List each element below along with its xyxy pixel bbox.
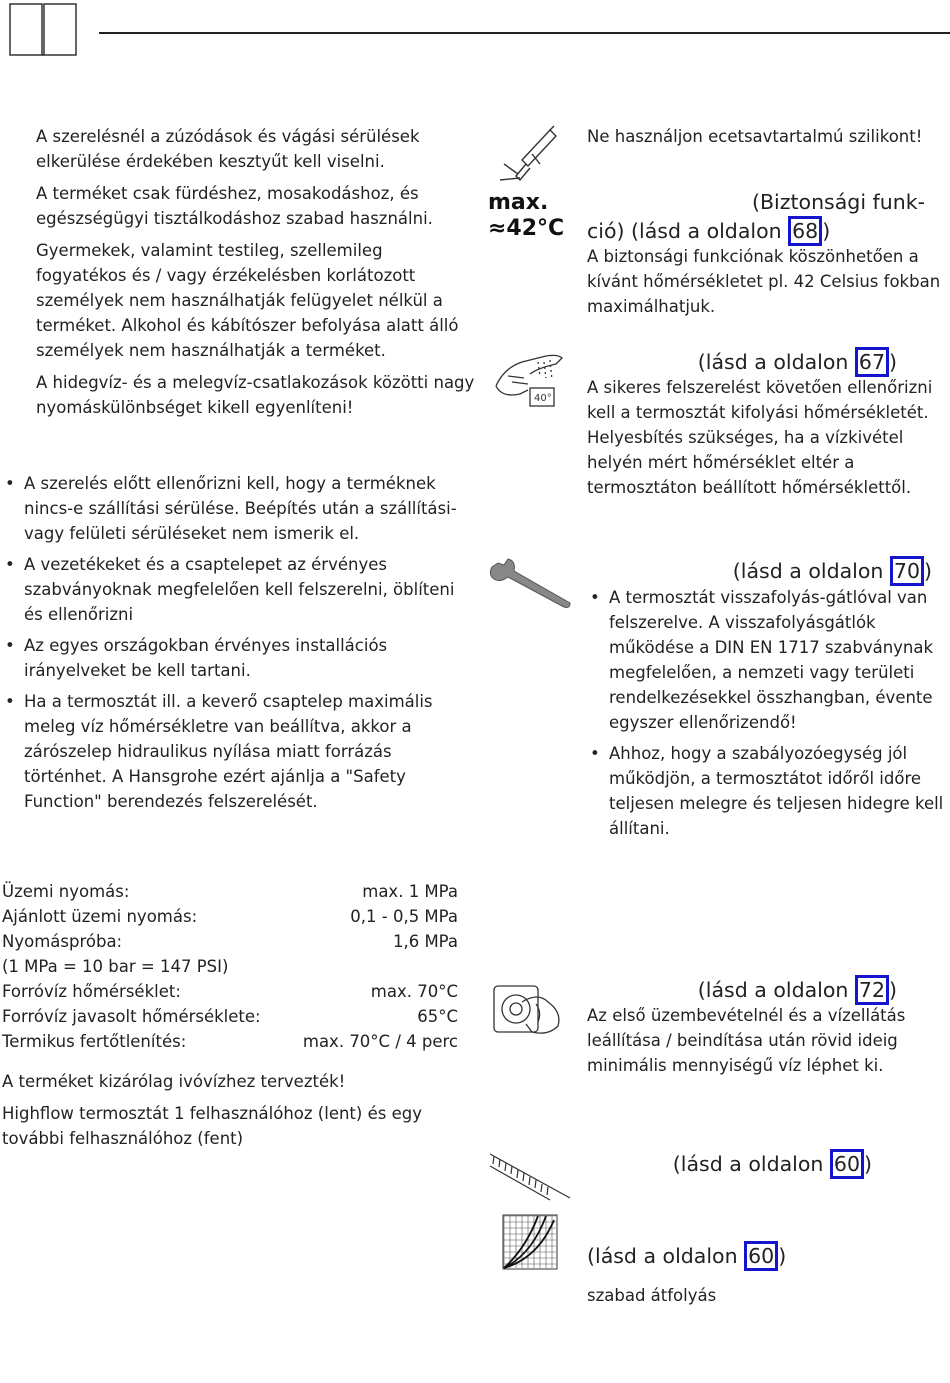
spec-row: Forróvíz javasolt hőmérséklete: 65°C <box>2 1007 458 1026</box>
spec-row: Nyomáspróba: 1,6 MPa <box>2 932 458 951</box>
manual-book-icon <box>8 2 80 58</box>
cleaning-heading: (lásd a oldalon 72 ) <box>587 975 897 1005</box>
spec-row: Termikus fertőtlenítés: max. 70°C / 4 perc <box>2 1032 458 1051</box>
safety-paragraph: A hidegvíz- és a melegvíz-csatlakozások közötti nagy nyomáskülönbséget kikell egyenlíteni! <box>36 373 475 417</box>
list-item: • A vezetékeket és a csaptelepet az érvényes szabványoknak megfelelően kell felszerelni, öblíteni és ellenőrizni <box>2 552 468 627</box>
safety-paragraph: A szerelésnél a zúzódások és vágási sérülések elkerülése érdekében kesztyűt kell viselni. <box>36 127 420 171</box>
page-link-60-dimensions[interactable]: 60 <box>830 1149 864 1179</box>
page-link-60-flow[interactable]: 60 <box>744 1241 778 1271</box>
calibration-thermometer-icon <box>494 348 566 410</box>
calibration-heading: (lásd a oldalon 67 ) <box>587 347 897 377</box>
highflow-note: Highflow termosztát 1 felhasználóhoz (lent) és egy további felhasználóhoz (fent) <box>2 1104 422 1148</box>
safety-function-text: A biztonsági funkciónak köszönhetően a kívánt hőmérsékletet pl. 42 Celsius fokban maximálhatjuk. <box>587 247 941 316</box>
list-item: • A szerelés előtt ellenőrizni kell, hogy a terméknek nincs-e szállítási sérülése. Beépítés után a szállítási- vagy felületi sérüléseket nem ismerik el. <box>2 471 468 546</box>
service-bullet-list <box>587 585 947 847</box>
free-flow-label: szabad átfolyás <box>587 1286 717 1305</box>
spec-row: Üzemi nyomás: max. 1 MPa <box>2 882 458 901</box>
spec-row: Ajánlott üzemi nyomás: 0,1 - 0,5 MPa <box>2 907 458 926</box>
temp-limit-label: ≈42°C <box>488 216 565 241</box>
silicone-gun-icon <box>496 124 560 186</box>
list-item: • Az egyes országokban érvényes installációs irányelveket be kell tartani. <box>2 633 468 683</box>
header-rule <box>99 32 950 34</box>
drinking-water-note: A terméket kizárólag ivóvízhez tervezték! <box>2 1072 346 1091</box>
display-temp: 40° <box>534 393 552 404</box>
list-item: • Ha a termosztát ill. a keverő csaptelep maximális meleg víz hőmérsékletre van beállítva, akkor a zárószelep hidraulikus nyílása miatt forrázás történhet. A Hansgrohe ezért ajánlja a "Safety Function" berendezés felszerelését. <box>2 689 468 814</box>
install-bullet-list <box>2 471 468 820</box>
flow-diagram-heading: (lásd a oldalon 60 ) <box>587 1241 887 1271</box>
page-link-67[interactable]: 67 <box>855 347 889 377</box>
wrench-icon <box>486 557 572 613</box>
safety-function-heading: (Biztonsági funk- ció) (lásd a oldalon 68 ) <box>587 188 947 246</box>
flow-diagram-icon <box>502 1214 558 1270</box>
cleaning-text: Az első üzembevételnél és a vízellátás leállítása / beindítása után rövid ideig minimális mennyiségű víz léphet ki. <box>587 1006 906 1075</box>
safety-section <box>36 124 476 427</box>
tech-specs <box>2 879 458 1054</box>
safety-paragraph: Gyermekek, valamint testileg, szellemileg fogyatékos és / vagy érzékelésben korlátozott személyek nem használhatják felügyelet nélkül a terméket. Alkohol és kábítószer befolyása alatt álló személyek nem használhatják a terméket. <box>36 241 459 360</box>
thermostat-handle-icon <box>492 982 566 1038</box>
service-heading: (lásd a oldalon 70 ) <box>587 556 932 586</box>
silicone-warning: Ne használjon ecetsavtartalmú szilikont! <box>587 127 923 146</box>
ruler-icon <box>488 1152 574 1204</box>
spec-row: Forróvíz hőmérséklet: max. 70°C <box>2 982 458 1001</box>
max-label: max. <box>488 190 549 215</box>
page-link-70[interactable]: 70 <box>890 556 924 586</box>
calibration-text: A sikeres felszerelést követően ellenőrizni kell a termosztát kifolyási hőmérsékletét. Helyesbítés szükséges, ha a vízkivétel helyén mért hőmérséklet eltér a termosztáton beállított hőmérséklettől. <box>587 378 933 497</box>
list-item: • A termosztát visszafolyás-gátlóval van felszerelve. A visszafolyásgátlók működése a DIN EN 1717 szabványnak megfelelően, a nemzeti vagy területi rendelkezésekkel összhangban, évente egyszer ellenőrizendő! <box>587 585 947 735</box>
page-link-68[interactable]: 68 <box>788 216 822 246</box>
spec-row: (1 MPa = 10 bar = 147 PSI) <box>2 957 229 976</box>
dimensions-heading: (lásd a oldalon 60 ) <box>587 1149 872 1179</box>
page-link-72[interactable]: 72 <box>855 975 889 1005</box>
list-item: • Ahhoz, hogy a szabályozóegység jól működjön, a termosztátot időről időre teljesen melegre és teljesen hidegre kell állítani. <box>587 741 947 841</box>
safety-paragraph: A terméket csak fürdéshez, mosakodáshoz, és egészségügyi tisztálkodáshoz szabad használni. <box>36 184 433 228</box>
